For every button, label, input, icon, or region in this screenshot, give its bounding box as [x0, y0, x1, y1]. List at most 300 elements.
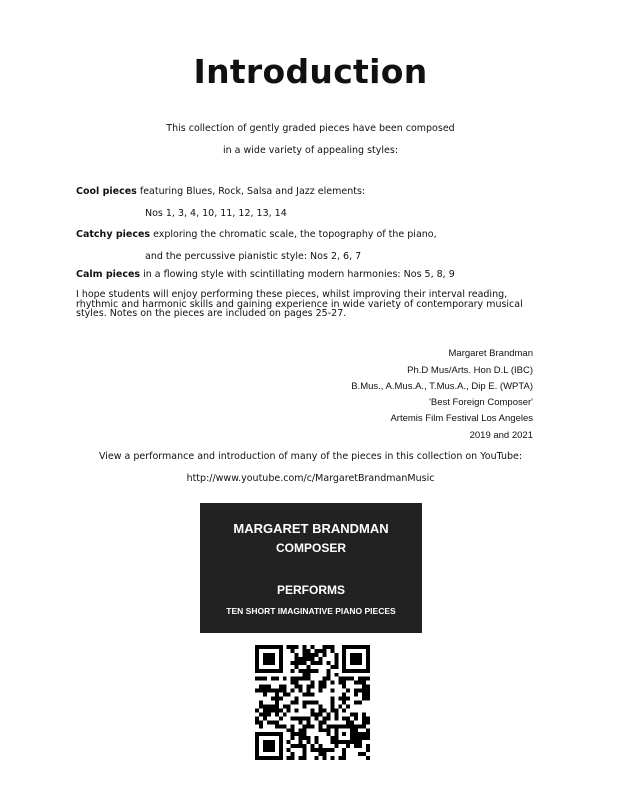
qr-module: [271, 697, 275, 701]
qr-module: [275, 693, 279, 697]
signature-line-1: Ph.D Mus/Arts. Hon D.L (IBC): [407, 365, 533, 376]
cool-pieces-line: [76, 186, 365, 197]
qr-module: [255, 669, 259, 673]
qr-module: [314, 701, 318, 705]
qr-module: [303, 673, 307, 677]
catchy-pieces-line-2: and the percussive pianistic style: Nos 2, 6, 7: [145, 251, 362, 262]
qr-module: [342, 693, 346, 697]
qr-module: [354, 701, 358, 705]
qr-module: [263, 677, 267, 681]
qr-module: [350, 677, 354, 681]
qr-module: [263, 708, 267, 712]
qr-module: [342, 653, 346, 657]
qr-module: [334, 673, 338, 677]
qr-module: [366, 685, 370, 689]
qr-module: [307, 689, 311, 693]
qr-module: [307, 677, 311, 681]
qr-module: [255, 740, 259, 744]
qr-module: [342, 649, 346, 653]
qr-module: [263, 748, 267, 752]
qr-module: [307, 693, 311, 697]
qr-module: [330, 697, 334, 701]
cool-pieces-text: featuring Blues, Rock, Salsa and Jazz elements:: [136, 186, 366, 197]
qr-module: [263, 712, 267, 716]
qr-module: [303, 661, 307, 665]
qr-module: [362, 720, 366, 724]
qr-module: [291, 649, 295, 653]
qr-module: [330, 649, 334, 653]
qr-module: [342, 732, 346, 736]
qr-module: [263, 740, 267, 744]
qr-module: [255, 732, 259, 736]
qr-module: [255, 649, 259, 653]
qr-module: [362, 693, 366, 697]
qr-module: [362, 645, 366, 649]
qr-module: [291, 701, 295, 705]
qr-module: [299, 689, 303, 693]
qr-module: [362, 752, 366, 756]
qr-module: [322, 752, 326, 756]
qr-module: [267, 744, 271, 748]
qr-module: [255, 744, 259, 748]
qr-module: [358, 740, 362, 744]
qr-module: [259, 689, 263, 693]
qr-module: [263, 653, 267, 657]
qr-module: [275, 720, 279, 724]
qr-module: [366, 653, 370, 657]
qr-module: [279, 748, 283, 752]
qr-module: [366, 693, 370, 697]
qr-module: [259, 645, 263, 649]
calm-pieces-text: in a flowing style with scintillating modern harmonies: Nos 5, 8, 9: [140, 269, 455, 280]
qr-module: [318, 689, 322, 693]
qr-module: [279, 661, 283, 665]
qr-module: [342, 685, 346, 689]
qr-module: [318, 681, 322, 685]
qr-module: [311, 657, 315, 661]
qr-module: [358, 744, 362, 748]
qr-module: [291, 728, 295, 732]
qr-module: [299, 657, 303, 661]
qr-module: [255, 720, 259, 724]
qr-module: [303, 657, 307, 661]
qr-module: [346, 716, 350, 720]
qr-module: [279, 697, 283, 701]
qr-module: [342, 708, 346, 712]
qr-module: [303, 693, 307, 697]
qr-module: [322, 685, 326, 689]
qr-module: [311, 685, 315, 689]
qr-module: [342, 645, 346, 649]
qr-module: [303, 669, 307, 673]
qr-module: [314, 716, 318, 720]
qr-module: [358, 701, 362, 705]
qr-module: [330, 724, 334, 728]
qr-module: [350, 736, 354, 740]
qr-module: [358, 732, 362, 736]
qr-module: [354, 661, 358, 665]
qr-module: [326, 712, 330, 716]
qr-module: [271, 756, 275, 760]
qr-module: [330, 645, 334, 649]
qr-module: [255, 716, 259, 720]
qr-module: [295, 744, 299, 748]
qr-module: [259, 669, 263, 673]
qr-module: [334, 728, 338, 732]
qr-module: [271, 744, 275, 748]
qr-module: [271, 689, 275, 693]
qr-module: [303, 724, 307, 728]
qr-module: [354, 744, 358, 748]
qr-module: [255, 756, 259, 760]
qr-module: [291, 732, 295, 736]
qr-module: [303, 736, 307, 740]
qr-module: [354, 689, 358, 693]
qr-module: [318, 712, 322, 716]
qr-module: [330, 748, 334, 752]
cool-pieces-label: Cool pieces: [76, 186, 137, 197]
qr-module: [354, 732, 358, 736]
qr-module: [299, 744, 303, 748]
qr-module: [303, 732, 307, 736]
qr-module: [326, 728, 330, 732]
qr-module: [279, 649, 283, 653]
qr-module: [279, 665, 283, 669]
qr-code[interactable]: [255, 645, 370, 760]
qr-module: [307, 653, 311, 657]
qr-module: [314, 756, 318, 760]
qr-module: [338, 704, 342, 708]
qr-module: [326, 748, 330, 752]
qr-module: [263, 661, 267, 665]
qr-module: [279, 740, 283, 744]
qr-module: [291, 669, 295, 673]
qr-module: [295, 697, 299, 701]
qr-module: [283, 677, 287, 681]
qr-module: [338, 756, 342, 760]
qr-module: [271, 657, 275, 661]
qr-module: [267, 740, 271, 744]
qr-module: [267, 756, 271, 760]
qr-module: [318, 748, 322, 752]
qr-module: [326, 669, 330, 673]
qr-module: [314, 740, 318, 744]
qr-module: [271, 732, 275, 736]
qr-module: [263, 704, 267, 708]
qr-module: [366, 748, 370, 752]
qr-module: [366, 697, 370, 701]
qr-module: [299, 756, 303, 760]
qr-module: [362, 712, 366, 716]
qr-module: [279, 645, 283, 649]
qr-module: [263, 732, 267, 736]
qr-module: [275, 724, 279, 728]
qr-module: [354, 740, 358, 744]
qr-module: [322, 708, 326, 712]
qr-module: [263, 756, 267, 760]
qr-module: [366, 649, 370, 653]
qr-module: [283, 689, 287, 693]
qr-module: [362, 685, 366, 689]
cool-pieces-numbers: Nos 1, 3, 4, 10, 11, 12, 13, 14: [145, 208, 287, 219]
qr-module: [346, 724, 350, 728]
qr-module: [287, 704, 291, 708]
youtube-link[interactable]: http://www.youtube.com/c/MargaretBrandmanMusic: [186, 473, 435, 484]
page-title: Introduction: [193, 52, 428, 91]
qr-module: [283, 712, 287, 716]
signature-name: Margaret Brandman: [448, 348, 533, 359]
qr-module: [307, 657, 311, 661]
card-subtitle: TEN SHORT IMAGINATIVE PIANO PIECES: [226, 606, 396, 616]
intro-paragraph: I hope students will enjoy performing these pieces, whilst improving their interval reading, rhythmic and harmonic skills and gaining experience in wide variety of contemporary musical styles. Notes on the pieces are included on pages 25-27.: [76, 289, 523, 319]
qr-module: [334, 736, 338, 740]
qr-module: [326, 645, 330, 649]
qr-module: [267, 732, 271, 736]
qr-module: [295, 716, 299, 720]
qr-module: [263, 716, 267, 720]
qr-module: [299, 732, 303, 736]
qr-module: [358, 645, 362, 649]
qr-module: [303, 704, 307, 708]
qr-module: [279, 736, 283, 740]
qr-module: [362, 732, 366, 736]
qr-module: [279, 689, 283, 693]
qr-module: [362, 681, 366, 685]
qr-module: [330, 740, 334, 744]
qr-module: [334, 657, 338, 661]
qr-module: [354, 657, 358, 661]
qr-module: [354, 693, 358, 697]
qr-module: [267, 720, 271, 724]
qr-module: [322, 756, 326, 760]
qr-module: [275, 669, 279, 673]
qr-module: [303, 649, 307, 653]
qr-module: [342, 724, 346, 728]
qr-module: [318, 685, 322, 689]
qr-module: [354, 653, 358, 657]
qr-module: [291, 677, 295, 681]
qr-module: [354, 645, 358, 649]
qr-module: [287, 708, 291, 712]
qr-module: [350, 720, 354, 724]
qr-module: [322, 716, 326, 720]
signature-line-3: 'Best Foreign Composer': [429, 397, 533, 408]
qr-module: [342, 752, 346, 756]
card-role: COMPOSER: [275, 541, 346, 555]
qr-module: [314, 669, 318, 673]
qr-module: [295, 685, 299, 689]
qr-module: [307, 673, 311, 677]
qr-module: [307, 685, 311, 689]
qr-module: [358, 669, 362, 673]
qr-module: [334, 732, 338, 736]
qr-module: [346, 677, 350, 681]
qr-module: [271, 661, 275, 665]
qr-module: [322, 720, 326, 724]
qr-module: [366, 645, 370, 649]
qr-module: [303, 752, 307, 756]
qr-module: [358, 653, 362, 657]
qr-module: [291, 744, 295, 748]
qr-module: [342, 748, 346, 752]
qr-module: [346, 669, 350, 673]
qr-module: [362, 724, 366, 728]
qr-module: [307, 720, 311, 724]
qr-module: [334, 740, 338, 744]
qr-module: [342, 681, 346, 685]
qr-module: [342, 669, 346, 673]
qr-module: [322, 748, 326, 752]
qr-module: [303, 748, 307, 752]
qr-module: [299, 720, 303, 724]
qr-module: [283, 724, 287, 728]
qr-module: [267, 704, 271, 708]
qr-module: [287, 728, 291, 732]
qr-module: [358, 689, 362, 693]
qr-module: [271, 708, 275, 712]
qr-module: [311, 669, 315, 673]
qr-module: [259, 732, 263, 736]
qr-module: [350, 645, 354, 649]
qr-module: [275, 704, 279, 708]
qr-module: [279, 756, 283, 760]
qr-module: [255, 677, 259, 681]
qr-module: [366, 657, 370, 661]
qr-module: [350, 732, 354, 736]
qr-module: [299, 669, 303, 673]
qr-module: [318, 728, 322, 732]
qr-module: [307, 649, 311, 653]
qr-module: [287, 748, 291, 752]
qr-module: [267, 661, 271, 665]
qr-module: [307, 740, 311, 744]
qr-module: [275, 708, 279, 712]
qr-module: [358, 724, 362, 728]
qr-module: [279, 732, 283, 736]
qr-module: [287, 740, 291, 744]
qr-module: [255, 708, 259, 712]
qr-module: [267, 712, 271, 716]
qr-module: [318, 649, 322, 653]
qr-module: [303, 677, 307, 681]
qr-module: [330, 689, 334, 693]
qr-module: [275, 756, 279, 760]
qr-module: [366, 744, 370, 748]
qr-module: [303, 653, 307, 657]
qr-module: [291, 661, 295, 665]
qr-module: [338, 724, 342, 728]
qr-module: [259, 704, 263, 708]
qr-module: [279, 653, 283, 657]
qr-module: [346, 744, 350, 748]
qr-module: [299, 740, 303, 744]
qr-module: [322, 653, 326, 657]
qr-module: [295, 677, 299, 681]
qr-module: [275, 645, 279, 649]
qr-module: [342, 657, 346, 661]
qr-module: [342, 661, 346, 665]
signature-line-2: B.Mus., A.Mus.A., T.Mus.A., Dip E. (WPTA): [351, 381, 533, 392]
qr-module: [271, 645, 275, 649]
qr-module: [311, 701, 315, 705]
qr-module: [263, 689, 267, 693]
qr-module: [271, 740, 275, 744]
qr-module: [314, 649, 318, 653]
qr-module: [346, 704, 350, 708]
qr-module: [362, 736, 366, 740]
qr-module: [350, 653, 354, 657]
qr-module: [279, 752, 283, 756]
qr-module: [366, 716, 370, 720]
qr-module: [295, 732, 299, 736]
qr-module: [314, 661, 318, 665]
qr-module: [330, 701, 334, 705]
qr-module: [299, 677, 303, 681]
intro-line-1: This collection of gently graded pieces have been composed: [166, 123, 455, 134]
qr-module: [354, 669, 358, 673]
qr-module: [263, 744, 267, 748]
qr-module: [303, 728, 307, 732]
qr-module: [322, 728, 326, 732]
qr-module: [362, 716, 366, 720]
qr-module: [267, 685, 271, 689]
qr-module: [263, 645, 267, 649]
qr-module: [354, 681, 358, 685]
qr-module: [350, 661, 354, 665]
composer-card: [200, 503, 422, 633]
qr-module: [275, 689, 279, 693]
qr-module: [342, 665, 346, 669]
qr-module: [259, 701, 263, 705]
qr-module: [291, 681, 295, 685]
qr-module: [350, 657, 354, 661]
qr-module: [263, 693, 267, 697]
qr-module: [330, 681, 334, 685]
qr-module: [354, 724, 358, 728]
qr-module: [311, 712, 315, 716]
qr-module: [354, 728, 358, 732]
intro-line-2: in a wide variety of appealing styles:: [222, 145, 399, 156]
qr-module: [255, 736, 259, 740]
qr-module: [263, 685, 267, 689]
qr-module: [291, 752, 295, 756]
qr-module: [366, 720, 370, 724]
qr-module: [314, 748, 318, 752]
qr-module: [311, 645, 315, 649]
qr-module: [255, 665, 259, 669]
signature-line-4: Artemis Film Festival Los Angeles: [390, 413, 533, 424]
qr-module: [267, 657, 271, 661]
qr-module: [279, 669, 283, 673]
qr-module: [338, 697, 342, 701]
qr-module: [311, 748, 315, 752]
qr-module: [326, 716, 330, 720]
qr-module: [314, 736, 318, 740]
qr-module: [326, 724, 330, 728]
qr-module: [303, 744, 307, 748]
qr-module: [295, 645, 299, 649]
calm-pieces-line: [76, 269, 455, 280]
qr-module: [318, 657, 322, 661]
qr-module: [354, 736, 358, 740]
qr-module: [346, 697, 350, 701]
qr-module: [326, 732, 330, 736]
qr-module: [295, 701, 299, 705]
calm-pieces-label: Calm pieces: [76, 269, 141, 280]
qr-module: [366, 728, 370, 732]
qr-module: [259, 756, 263, 760]
qr-module: [259, 685, 263, 689]
